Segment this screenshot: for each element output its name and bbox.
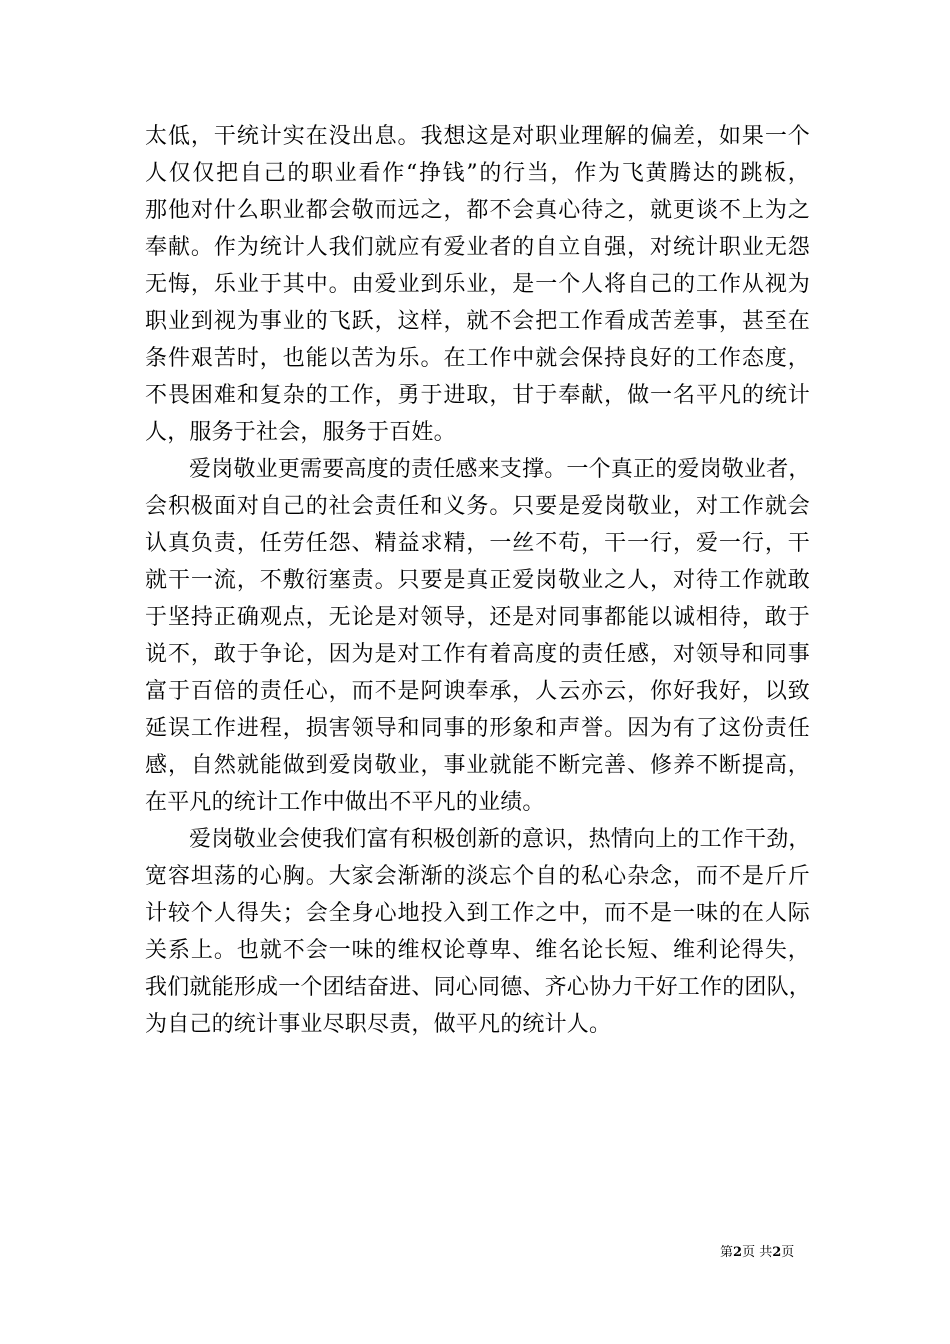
paragraph-1-line-8: 不畏困难和复杂的工作，勇于进取，甘于奉献，做一名平凡的统计 <box>145 383 810 408</box>
paragraph-2-line-10: 在平凡的统计工作中做出不平凡的业绩。 <box>145 790 545 815</box>
paragraph-2-line-3: 认真负责，任劳任怨、精益求精，一丝不苟，干一行，爱一行，干 <box>145 531 810 556</box>
paragraph-3-line-2: 宽容坦荡的心胸。大家会渐渐的淡忘个自的私心杂念，而不是斤斤 <box>145 864 810 889</box>
footer-prefix: 第 <box>720 1245 734 1260</box>
paragraph-2-line-2: 会积极面对自己的社会责任和义务。只要是爱岗敬业，对工作就会 <box>145 494 810 519</box>
paragraph-2-line-4: 就干一流，不敷衍塞责。只要是真正爱岗敬业之人，对待工作就敢 <box>145 568 810 593</box>
footer-suffix: 页 <box>781 1245 795 1260</box>
paragraph-2-line-6: 说不，敢于争论，因为是对工作有着高度的责任感，对领导和同事 <box>145 642 810 667</box>
paragraph-1-line-5: 无悔，乐业于其中。由爱业到乐业，是一个人将自己的工作从视为 <box>145 272 810 297</box>
paragraph-3-line-3: 计较个人得失；会全身心地投入到工作之中，而不是一味的在人际 <box>145 901 810 926</box>
paragraph-2-line-5: 于坚持正确观点，无论是对领导，还是对同事都能以诚相待，敢于 <box>145 605 810 630</box>
paragraph-1-line-4: 奉献。作为统计人我们就应有爱业者的自立自强，对统计职业无怨 <box>145 235 810 260</box>
paragraph-1-line-2: 人仅仅把自己的职业看作“挣钱”的行当，作为飞黄腾达的跳板， <box>145 161 810 186</box>
paragraph-3-line-1: 爱岗敬业会使我们富有积极创新的意识，热情向上的工作干劲， <box>189 827 811 852</box>
footer-current-page: 2 <box>733 1245 743 1260</box>
footer-total-pages: 2 <box>772 1245 782 1260</box>
document-body <box>145 118 810 1043</box>
paragraph-1-line-3: 那他对什么职业都会敬而远之，都不会真心待之，就更谈不上为之 <box>145 198 810 223</box>
paragraph-2-line-9: 感，自然就能做到爱岗敬业，事业就能不断完善、修养不断提高， <box>145 753 810 778</box>
paragraph-1-line-7: 条件艰苦时，也能以苦为乐。在工作中就会保持良好的工作态度， <box>145 346 810 371</box>
paragraph-1-line-1: 太低，干统计实在没出息。我想这是对职业理解的偏差，如果一个 <box>145 124 810 149</box>
paragraph-2-line-7: 富于百倍的责任心，而不是阿谀奉承，人云亦云，你好我好，以致 <box>145 679 810 704</box>
paragraph-3-line-4: 关系上。也就不会一味的维权论尊卑、维名论长短、维利论得失， <box>145 938 810 963</box>
paragraph-3-line-6: 为自己的统计事业尽职尽责，做平凡的统计人。 <box>145 1012 612 1037</box>
paragraph-1-line-6: 职业到视为事业的飞跃，这样，就不会把工作看成苦差事，甚至在 <box>145 309 810 334</box>
paragraph-1-line-9: 人，服务于社会，服务于百姓。 <box>145 420 456 445</box>
page-footer <box>720 1245 794 1261</box>
footer-middle: 页 共 <box>742 1245 773 1260</box>
paragraph-3-line-5: 我们就能形成一个团结奋进、同心同德、齐心协力干好工作的团队， <box>145 975 812 1000</box>
paragraph-2-line-8: 延误工作进程，损害领导和同事的形象和声誉。因为有了这份责任 <box>145 716 810 741</box>
paragraph-2-line-1: 爱岗敬业更需要高度的责任感来支撑。一个真正的爱岗敬业者， <box>189 457 811 482</box>
